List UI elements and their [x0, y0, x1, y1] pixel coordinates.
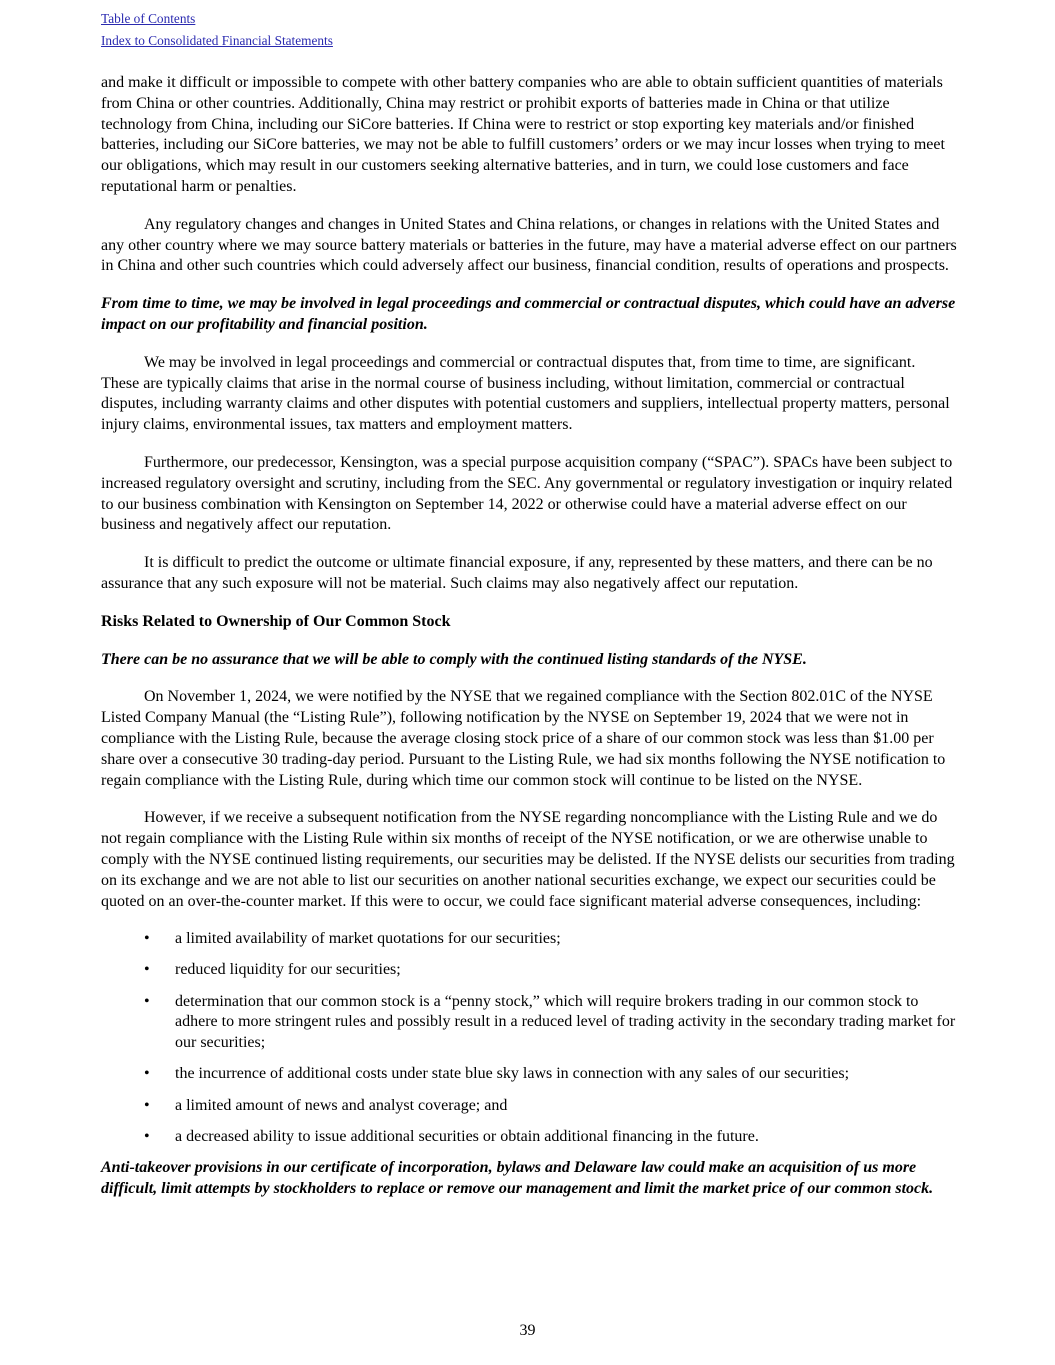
bullet-icon: • — [144, 961, 150, 979]
page-number: 39 — [519, 1322, 536, 1339]
table-of-contents-link[interactable]: Table of Contents — [101, 11, 196, 26]
paragraph-china-exports: and make it difficult or impossible to compete with other battery companies who are able to obtain sufficient quantities of materials from China or other countries. Additionally, China may restrict or prohibit exports of batteries made in China or that utilize technology from China, including our SiCore batteries. If China were to restrict or stop exporting key materials and/or finished batteries, including our SiCore batteries, we may not be able to fulfill customers’ orders or we may incur losses when trying to meet our obligations, which may result in our customers seeking alternative batteries, and in turn, we could lose customers and face reputational harm or penalties. — [101, 74, 945, 195]
list-item: • a limited amount of news and analyst coverage; and — [101, 1096, 957, 1117]
paragraph-delisting-consequences: However, if we receive a subsequent notification from the NYSE regarding noncompliance with the Listing Rule and we do not regain compliance with the Listing Rule within six months of receipt of the NYSE notification, or we are otherwise unable to comply with the NYSE continued listing requirements, our securities may be delisted. If the NYSE delists our securities from trading on its exchange and we are not able to list our securities on another national securities exchange, we expect our securities could be quoted on an over-the-counter market. If this were to occur, we could face significant material adverse consequences, including: — [101, 809, 955, 910]
paragraph-outcome-uncertainty: It is difficult to predict the outcome or ultimate financial exposure, if any, represented by these matters, and there can be no assurance that any such exposure will not be material. Such claims may also negatively affect our reputation. — [101, 554, 933, 592]
bullet-icon: • — [144, 1096, 150, 1114]
list-item: • a decreased ability to issue additional securities or obtain additional financing in the future. — [101, 1127, 957, 1148]
risk-heading-nyse-listing: There can be no assurance that we will be able to comply with the continued listing standards of the NYSE. — [101, 650, 807, 668]
paragraph-regulatory-changes: Any regulatory changes and changes in United States and China relations, or changes in relations with the United States and any other country where we may source battery materials or batteries in the future, may have a material adverse effect on our partners in China and other such countries which could adversely affect our business, financial condition, results of operations and prospects. — [101, 215, 957, 275]
document-body — [101, 73, 957, 1217]
section-heading-common-stock: Risks Related to Ownership of Our Common Stock — [101, 612, 451, 630]
list-item: • reduced liquidity for our securities; — [101, 960, 957, 981]
index-financial-statements-link[interactable]: Index to Consolidated Financial Statements — [101, 32, 333, 48]
paragraph-spac: Furthermore, our predecessor, Kensington, was a special purpose acquisition company (“SPAC”). SPACs have been subject to increased regulatory oversight and scrutiny, including from the SEC. Any governmental or regulatory investigation or inquiry related to our business combination with Kensington on September 14, 2022 or otherwise could have a material adverse effect on our business and negatively affect our reputation. — [101, 453, 953, 534]
list-item: • determination that our common stock is a “penny stock,” which will require brokers trading in our common stock to adhere to more stringent rules and possibly result in a reduced level of trading activity in the secondary trading market for our securities; — [144, 992, 956, 1052]
bullet-icon: • — [144, 992, 150, 1010]
list-item: • the incurrence of additional costs under state blue sky laws in connection with any sales of our securities; — [101, 1064, 957, 1085]
paragraph-nyse-notification: On November 1, 2024, we were notified by the NYSE that we regained compliance with the Section 802.01C of the NYSE Listed Company Manual (the “Listing Rule”), following notification by the NYSE on September 19, 2024 that we were not in compliance with the Listing Rule, because the average closing stock price of a share of our common stock was less than $1.00 per share over a consecutive 30 trading-day period. Pursuant to the Listing Rule, we had six months following the NYSE notification to regain compliance with the Listing Rule, during which time our common stock will continue to be listed on the NYSE. — [101, 688, 946, 789]
risk-heading-legal-proceedings: From time to time, we may be involved in legal proceedings and commercial or contractual disputes, which could have an adverse impact on our profitability and financial position. — [101, 295, 956, 333]
bullet-icon: • — [144, 1065, 150, 1083]
bullet-icon: • — [144, 930, 150, 948]
risk-heading-anti-takeover: Anti-takeover provisions in our certificate of incorporation, bylaws and Delaware law could make an acquisition of us more difficult, limit attempts by stockholders to replace or remove our management and limit the market price of our common stock. — [101, 1159, 934, 1197]
document-nav — [101, 8, 333, 51]
paragraph-legal-disputes: We may be involved in legal proceedings and commercial or contractual disputes that, from time to time, are significant. These are typically claims that arise in the normal course of business including, without limitation, commercial or contractual disputes, including warranty claims and other disputes with potential customers and suppliers, intellectual property matters, personal injury claims, environmental issues, tax matters and employment matters. — [101, 353, 950, 434]
list-item: • a limited availability of market quotations for our securities; — [101, 929, 957, 950]
bullet-icon: • — [144, 1127, 150, 1145]
consequences-list — [101, 929, 957, 1147]
